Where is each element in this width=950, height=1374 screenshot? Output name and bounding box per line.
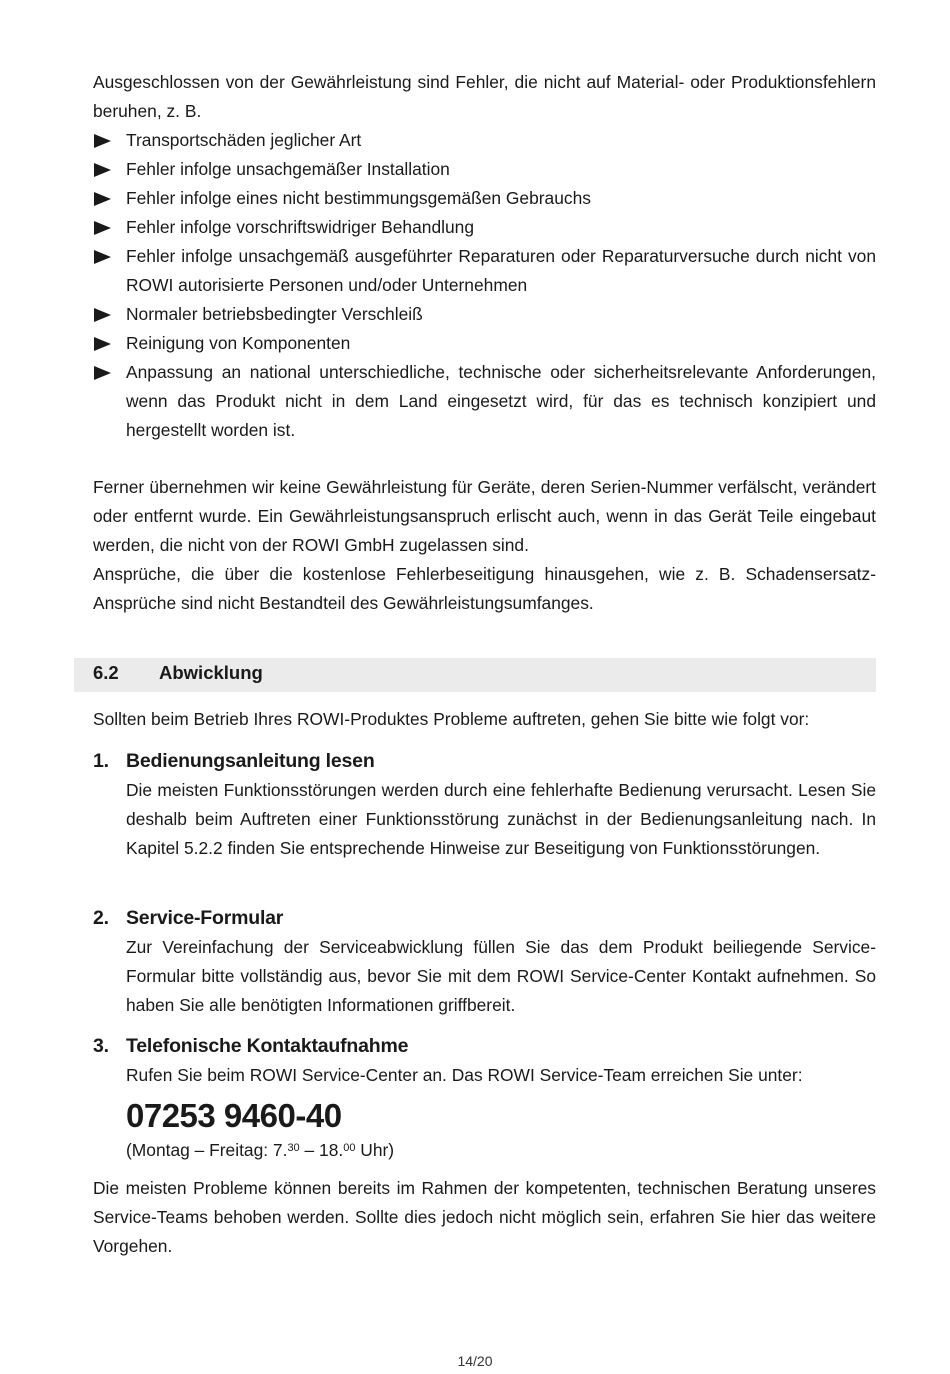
list-item: Fehler infolge unsachgemäß ausgeführter Reparaturen oder Reparaturversuche durch nicht von ROWI autorisierte Personen und/oder Unternehmen [93,242,876,300]
step-heading: 2. Service-Formular [93,907,284,929]
section-number: 6.2 [93,662,119,683]
section-heading [74,658,876,692]
page-number: 14/20 [457,1353,493,1369]
step-text: Zur Vereinfachung der Serviceabwicklung füllen Sie das dem Produkt beiliegende Service-Formular bitte vollständig aus, bevor Sie mit dem ROWI Service-Center Kontakt aufnehmen. So haben Sie alle benötigten Informationen griffbereit. [126,937,876,1015]
exclusion-list [93,126,876,445]
step-text: Die meisten Funktionsstörungen werden durch eine fehlerhafte Bedienung verursacht. Lesen Sie deshalb beim Auftreten einer Funktionsstörung zunächst in der Bedienungsanleitung nach. In Kapitel 5.2.2 finden Sie entsprechende Hinweise zur Beseitigung von Funktionsstörungen. [126,780,876,858]
arrow-bullet-icon [94,134,111,148]
arrow-bullet-icon [94,163,111,177]
arrow-bullet-icon [94,337,111,351]
closing-paragraph: Die meisten Probleme können bereits im Rahmen der kompetenten, technischen Beratung unseres Service-Teams behoben werden. Sollte dies jedoch nicht möglich sein, erfahren Sie hier das weitere Vorgehen. [93,1178,876,1256]
claims-paragraph: Ansprüche, die über die kostenlose Fehlerbeseitigung hinausgehen, wie z. B. Schadensersatz-Ansprüche sind nicht Bestandteil des Gewährleistungsumfanges. [93,564,876,613]
list-item: Fehler infolge vorschriftswidriger Behandlung [93,213,876,242]
arrow-bullet-icon [94,192,111,206]
arrow-bullet-icon [94,221,111,235]
step-2 [93,904,876,1020]
service-hours: (Montag – Freitag: 7.30 – 18.00 Uhr) [126,1140,395,1160]
list-item: Fehler infolge eines nicht bestimmungsgemäßen Gebrauchs [93,184,876,213]
arrow-bullet-icon [94,308,111,322]
section-title: Abwicklung [159,662,263,683]
step-3 [93,1032,876,1165]
step-1 [93,747,876,863]
serial-number-paragraph: Ferner übernehmen wir keine Gewährleistung für Geräte, deren Serien-Nummer verfälscht, verändert oder entfernt wurde. Ein Gewährleistungsanspruch erlischt auch, wenn in das Gerät Teile eingebaut werden, die nicht von der ROWI GmbH zugelassen sind. [93,477,876,555]
arrow-bullet-icon [94,250,111,264]
phone-number: 07253 9460-40 [126,1097,342,1134]
list-item: Fehler infolge unsachgemäßer Installation [93,155,876,184]
step-heading: 3. Telefonische Kontaktaufnahme [93,1035,409,1057]
arrow-bullet-icon [94,366,111,380]
list-item: Normaler betriebsbedingter Verschleiß [93,300,876,329]
intro-paragraph: Ausgeschlossen von der Gewährleistung sind Fehler, die nicht auf Material- oder Produktionsfehlern beruhen, z. B. [93,72,876,121]
step-text: Rufen Sie beim ROWI Service-Center an. Das ROWI Service-Team erreichen Sie unter: [126,1065,803,1085]
step-heading: 1. Bedienungsanleitung lesen [93,750,375,772]
section-intro: Sollten beim Betrieb Ihres ROWI-Produktes Probleme auftreten, gehen Sie bitte wie folgt vor: [93,709,810,729]
warranty-exclusions [93,68,876,618]
list-item: Transportschäden jeglicher Art [93,126,876,155]
list-item: Anpassung an national unterschiedliche, technische oder sicherheitsrelevante Anforderungen, wenn das Produkt nicht in dem Land eingesetzt wird, für das es technisch konzipiert und hergestellt worden ist. [93,358,876,445]
list-item: Reinigung von Komponenten [93,329,876,358]
